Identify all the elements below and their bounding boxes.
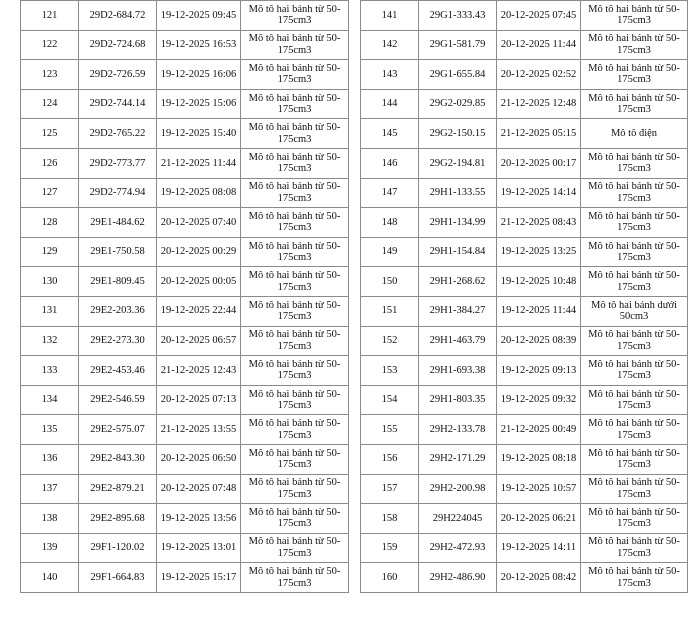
vehicle-type-cell [581, 444, 688, 474]
violation-time-cell: 19-12-2025 10:48 [497, 267, 581, 297]
row-number-cell: 154 [361, 385, 419, 415]
row-number-cell: 123 [21, 60, 79, 90]
row-number-cell: 138 [21, 504, 79, 534]
row-number-cell: 131 [21, 296, 79, 326]
table-row [361, 1, 688, 31]
license-plate-cell: 29D2-684.72 [79, 1, 157, 31]
row-number-cell: 149 [361, 237, 419, 267]
license-plate-cell: 29E2-879.21 [79, 474, 157, 504]
table-row [361, 563, 688, 593]
table-row [21, 237, 349, 267]
vehicle-type-text: Mô tô hai bánh từ 50-175cm3 [248, 270, 341, 293]
license-plate-cell: 29E2-843.30 [79, 444, 157, 474]
license-plate-cell: 29H224045 [419, 504, 497, 534]
license-plate-cell: 29H1-384.27 [419, 296, 497, 326]
vehicle-type-text: Mô tô hai bánh từ 50-175cm3 [588, 92, 680, 116]
vehicle-type-cell [241, 60, 349, 90]
vehicle-type-text: Mô tô hai bánh từ 50-175cm3 [588, 477, 680, 500]
violation-time-cell: 20-12-2025 00:17 [497, 148, 581, 178]
license-plate-cell: 29E2-273.30 [79, 326, 157, 356]
violation-time-cell: 19-12-2025 15:17 [157, 563, 241, 593]
vehicle-type-text: Mô tô hai bánh từ 50-175cm3 [248, 329, 341, 352]
row-number-cell: 129 [21, 237, 79, 267]
table-row [361, 89, 688, 119]
table-row [21, 385, 349, 415]
row-number-cell: 126 [21, 148, 79, 178]
vehicle-type-text: Mô tô hai bánh từ 50-175cm3 [588, 181, 680, 204]
violation-time-cell: 20-12-2025 06:57 [157, 326, 241, 356]
vehicle-type-cell [241, 267, 349, 297]
vehicle-type-cell [241, 474, 349, 504]
row-number-cell: 160 [361, 563, 419, 593]
vehicle-type-cell [241, 563, 349, 593]
vehicle-type-text: Mô tô hai bánh từ 50-175cm3 [588, 506, 680, 530]
license-plate-cell: 29D2-726.59 [79, 60, 157, 90]
violation-time-cell: 21-12-2025 08:43 [497, 208, 581, 238]
row-number-cell: 142 [361, 30, 419, 60]
row-number-cell: 151 [361, 296, 419, 326]
table-row [21, 267, 349, 297]
row-number-cell: 121 [21, 1, 79, 31]
vehicle-type-cell [581, 296, 688, 326]
vehicle-type-text: Mô tô hai bánh từ 50-175cm3 [588, 566, 680, 589]
vehicle-type-text: Mô tô hai bánh từ 50-175cm3 [588, 388, 680, 412]
vehicle-type-text: Mô tô hai bánh từ 50-175cm3 [588, 33, 680, 56]
violation-time-cell: 19-12-2025 22:44 [157, 296, 241, 326]
vehicle-type-text: Mô tô hai bánh từ 50-175cm3 [588, 418, 680, 441]
table-row [21, 148, 349, 178]
table-row [361, 60, 688, 90]
row-number-cell: 137 [21, 474, 79, 504]
row-number-cell: 156 [361, 444, 419, 474]
vehicle-type-cell [581, 504, 688, 534]
vehicle-type-text: Mô tô hai bánh từ 50-175cm3 [248, 122, 341, 145]
row-number-cell: 130 [21, 267, 79, 297]
license-plate-cell: 29H1-154.84 [419, 237, 497, 267]
license-plate-cell: 29F1-664.83 [79, 563, 157, 593]
vehicle-type-text: Mô tô hai bánh từ 50-175cm3 [588, 3, 680, 27]
vehicle-type-cell [581, 533, 688, 563]
table-row [21, 30, 349, 60]
vehicle-type-text: Mô tô hai bánh từ 50-175cm3 [588, 240, 680, 264]
vehicle-type-cell [241, 119, 349, 149]
license-plate-cell: 29H1-803.35 [419, 385, 497, 415]
vehicle-type-text: Mô tô hai bánh từ 50-175cm3 [248, 447, 341, 471]
violation-time-cell: 19-12-2025 14:14 [497, 178, 581, 208]
violation-time-cell: 20-12-2025 07:13 [157, 385, 241, 415]
license-plate-cell: 29H1-463.79 [419, 326, 497, 356]
vehicle-type-text: Mô tô hai bánh từ 50-175cm3 [248, 240, 341, 264]
vehicle-type-cell [241, 178, 349, 208]
table-row [361, 415, 688, 445]
vehicle-type-text: Mô tô hai bánh từ 50-175cm3 [588, 62, 680, 86]
table-row [361, 326, 688, 356]
violation-time-cell: 19-12-2025 15:06 [157, 89, 241, 119]
vehicle-type-cell [241, 30, 349, 60]
row-number-cell: 125 [21, 119, 79, 149]
vehicle-type-text: Mô tô hai bánh từ 50-175cm3 [588, 151, 680, 175]
license-plate-cell: 29H2-133.78 [419, 415, 497, 445]
license-plate-cell: 29G1-655.84 [419, 60, 497, 90]
vehicle-type-text: Mô tô hai bánh từ 50-175cm3 [248, 388, 341, 412]
vehicle-type-text: Mô tô hai bánh từ 50-175cm3 [588, 270, 680, 293]
vehicle-type-text: Mô tô điện [610, 127, 658, 139]
vehicle-type-cell [241, 237, 349, 267]
vehicle-type-cell [581, 356, 688, 386]
row-number-cell: 124 [21, 89, 79, 119]
row-number-cell: 122 [21, 30, 79, 60]
table-row [361, 267, 688, 297]
table-row [21, 89, 349, 119]
violation-time-cell: 20-12-2025 07:48 [157, 474, 241, 504]
row-number-cell: 145 [361, 119, 419, 149]
violation-time-cell: 19-12-2025 08:08 [157, 178, 241, 208]
table-row [21, 533, 349, 563]
table-row [21, 178, 349, 208]
violation-time-cell: 20-12-2025 02:52 [497, 60, 581, 90]
violation-time-cell: 19-12-2025 13:25 [497, 237, 581, 267]
license-plate-cell: 29E2-453.46 [79, 356, 157, 386]
violation-time-cell: 21-12-2025 12:48 [497, 89, 581, 119]
license-plate-cell: 29E2-895.68 [79, 504, 157, 534]
row-number-cell: 141 [361, 1, 419, 31]
violation-time-cell: 21-12-2025 13:55 [157, 415, 241, 445]
violation-time-cell: 20-12-2025 00:29 [157, 237, 241, 267]
vehicle-type-cell [241, 533, 349, 563]
vehicle-type-cell [581, 267, 688, 297]
table-row [361, 208, 688, 238]
table-row [21, 415, 349, 445]
vehicle-type-cell [581, 385, 688, 415]
violation-time-cell: 19-12-2025 13:01 [157, 533, 241, 563]
table-row [361, 30, 688, 60]
vehicle-type-cell [241, 356, 349, 386]
violation-time-cell: 20-12-2025 08:42 [497, 563, 581, 593]
table-row [21, 208, 349, 238]
vehicle-type-cell [581, 30, 688, 60]
vehicle-type-cell [241, 415, 349, 445]
vehicle-type-cell [581, 178, 688, 208]
license-plate-cell: 29H2-472.93 [419, 533, 497, 563]
violation-time-cell: 19-12-2025 09:32 [497, 385, 581, 415]
violation-time-cell: 21-12-2025 05:15 [497, 119, 581, 149]
vehicle-type-cell [241, 89, 349, 119]
violation-time-cell: 20-12-2025 11:44 [497, 30, 581, 60]
violation-time-cell: 21-12-2025 11:44 [157, 148, 241, 178]
violation-time-cell: 20-12-2025 08:39 [497, 326, 581, 356]
vehicle-type-cell [581, 415, 688, 445]
license-plate-cell: 29H1-134.99 [419, 208, 497, 238]
table-row [21, 60, 349, 90]
violation-table-left [20, 0, 349, 593]
vehicle-type-cell [241, 208, 349, 238]
row-number-cell: 135 [21, 415, 79, 445]
row-number-cell: 158 [361, 504, 419, 534]
vehicle-type-text: Mô tô hai bánh từ 50-175cm3 [248, 151, 341, 175]
vehicle-type-cell [581, 148, 688, 178]
row-number-cell: 152 [361, 326, 419, 356]
violation-time-cell: 20-12-2025 06:21 [497, 504, 581, 534]
row-number-cell: 136 [21, 444, 79, 474]
vehicle-type-cell [581, 60, 688, 90]
row-number-cell: 143 [361, 60, 419, 90]
vehicle-type-text: Mô tô hai bánh từ 50-175cm3 [588, 329, 680, 352]
table-row [21, 356, 349, 386]
vehicle-type-text: Mô tô hai bánh từ 50-175cm3 [248, 477, 341, 500]
row-number-cell: 157 [361, 474, 419, 504]
license-plate-cell: 29D2-773.77 [79, 148, 157, 178]
row-number-cell: 150 [361, 267, 419, 297]
table-row [361, 356, 688, 386]
vehicle-type-cell [241, 385, 349, 415]
violation-time-cell: 19-12-2025 14:11 [497, 533, 581, 563]
row-number-cell: 139 [21, 533, 79, 563]
vehicle-type-cell [241, 504, 349, 534]
vehicle-type-cell [581, 89, 688, 119]
table-row [21, 119, 349, 149]
vehicle-type-cell [241, 148, 349, 178]
vehicle-type-text: Mô tô hai bánh từ 50-175cm3 [248, 566, 341, 589]
license-plate-cell: 29D2-765.22 [79, 119, 157, 149]
table-row [361, 474, 688, 504]
vehicle-type-text: Mô tô hai bánh từ 50-175cm3 [248, 299, 341, 323]
license-plate-cell: 29D2-774.94 [79, 178, 157, 208]
violation-time-cell: 19-12-2025 16:53 [157, 30, 241, 60]
license-plate-cell: 29G2-150.15 [419, 119, 497, 149]
row-number-cell: 147 [361, 178, 419, 208]
violation-time-cell: 19-12-2025 09:13 [497, 356, 581, 386]
vehicle-type-text: Mô tô hai bánh từ 50-175cm3 [588, 536, 680, 559]
license-plate-cell: 29D2-724.68 [79, 30, 157, 60]
license-plate-cell: 29H1-133.55 [419, 178, 497, 208]
vehicle-type-cell [581, 474, 688, 504]
row-number-cell: 128 [21, 208, 79, 238]
table-row [21, 444, 349, 474]
vehicle-type-text: Mô tô hai bánh từ 50-175cm3 [588, 210, 680, 234]
license-plate-cell: 29E1-484.62 [79, 208, 157, 238]
violation-time-cell: 19-12-2025 15:40 [157, 119, 241, 149]
license-plate-cell: 29H1-693.38 [419, 356, 497, 386]
table-row [361, 148, 688, 178]
violation-time-cell: 21-12-2025 12:43 [157, 356, 241, 386]
row-number-cell: 159 [361, 533, 419, 563]
vehicle-type-cell [241, 296, 349, 326]
vehicle-type-text: Mô tô hai bánh từ 50-175cm3 [248, 506, 341, 530]
license-plate-cell: 29G1-333.43 [419, 1, 497, 31]
violation-time-cell: 19-12-2025 08:18 [497, 444, 581, 474]
vehicle-type-cell [581, 119, 688, 149]
vehicle-type-cell [241, 444, 349, 474]
violation-time-cell: 19-12-2025 13:56 [157, 504, 241, 534]
vehicle-type-text: Mô tô hai bánh từ 50-175cm3 [248, 3, 341, 27]
vehicle-type-cell [581, 237, 688, 267]
table-row [21, 296, 349, 326]
vehicle-type-text: Mô tô hai bánh từ 50-175cm3 [248, 92, 341, 116]
vehicle-type-text: Mô tô hai bánh từ 50-175cm3 [248, 210, 341, 234]
license-plate-cell: 29G2-029.85 [419, 89, 497, 119]
violation-time-cell: 19-12-2025 16:06 [157, 60, 241, 90]
table-row [361, 504, 688, 534]
row-number-cell: 127 [21, 178, 79, 208]
violation-time-cell: 19-12-2025 09:45 [157, 1, 241, 31]
license-plate-cell: 29H2-200.98 [419, 474, 497, 504]
vehicle-type-text: Mô tô hai bánh từ 50-175cm3 [248, 33, 341, 56]
license-plate-cell: 29G1-581.79 [419, 30, 497, 60]
license-plate-cell: 29E1-750.58 [79, 237, 157, 267]
license-plate-cell: 29E1-809.45 [79, 267, 157, 297]
row-number-cell: 140 [21, 563, 79, 593]
license-plate-cell: 29E2-203.36 [79, 296, 157, 326]
violation-table-right [360, 0, 688, 593]
license-plate-cell: 29H2-171.29 [419, 444, 497, 474]
violation-time-cell: 20-12-2025 06:50 [157, 444, 241, 474]
vehicle-type-cell [581, 563, 688, 593]
vehicle-type-cell [581, 326, 688, 356]
row-number-cell: 144 [361, 89, 419, 119]
vehicle-type-cell [581, 208, 688, 238]
vehicle-type-text: Mô tô hai bánh từ 50-175cm3 [588, 447, 680, 471]
violation-time-cell: 19-12-2025 10:57 [497, 474, 581, 504]
row-number-cell: 155 [361, 415, 419, 445]
license-plate-cell: 29F1-120.02 [79, 533, 157, 563]
vehicle-type-text: Mô tô hai bánh từ 50-175cm3 [248, 536, 341, 559]
license-plate-cell: 29E2-575.07 [79, 415, 157, 445]
table-row [21, 474, 349, 504]
license-plate-cell: 29G2-194.81 [419, 148, 497, 178]
table-row [361, 119, 688, 149]
row-number-cell: 134 [21, 385, 79, 415]
vehicle-type-text: Mô tô hai bánh từ 50-175cm3 [248, 358, 341, 382]
row-number-cell: 146 [361, 148, 419, 178]
violation-time-cell: 20-12-2025 07:45 [497, 1, 581, 31]
vehicle-type-text: Mô tô hai bánh từ 50-175cm3 [248, 181, 341, 204]
license-plate-cell: 29E2-546.59 [79, 385, 157, 415]
vehicle-type-text: Mô tô hai bánh từ 50-175cm3 [248, 418, 341, 441]
table-row [21, 326, 349, 356]
row-number-cell: 153 [361, 356, 419, 386]
row-number-cell: 148 [361, 208, 419, 238]
violation-time-cell: 20-12-2025 07:40 [157, 208, 241, 238]
vehicle-type-cell [241, 1, 349, 31]
table-row [361, 385, 688, 415]
vehicle-type-text: Mô tô hai bánh dưới 50cm3 [591, 299, 677, 323]
vehicle-type-cell [581, 1, 688, 31]
vehicle-type-cell [241, 326, 349, 356]
violation-time-cell: 19-12-2025 11:44 [497, 296, 581, 326]
license-plate-cell: 29H1-268.62 [419, 267, 497, 297]
vehicle-type-text: Mô tô hai bánh từ 50-175cm3 [248, 62, 341, 86]
row-number-cell: 132 [21, 326, 79, 356]
table-row [361, 237, 688, 267]
table-row [361, 444, 688, 474]
vehicle-type-text: Mô tô hai bánh từ 50-175cm3 [588, 358, 680, 382]
table-row [21, 1, 349, 31]
table-row [361, 533, 688, 563]
table-row [21, 563, 349, 593]
table-row [361, 178, 688, 208]
license-plate-cell: 29D2-744.14 [79, 89, 157, 119]
violation-time-cell: 20-12-2025 00:05 [157, 267, 241, 297]
table-row [21, 504, 349, 534]
license-plate-cell: 29H2-486.90 [419, 563, 497, 593]
table-row [361, 296, 688, 326]
violation-time-cell: 21-12-2025 00:49 [497, 415, 581, 445]
row-number-cell: 133 [21, 356, 79, 386]
